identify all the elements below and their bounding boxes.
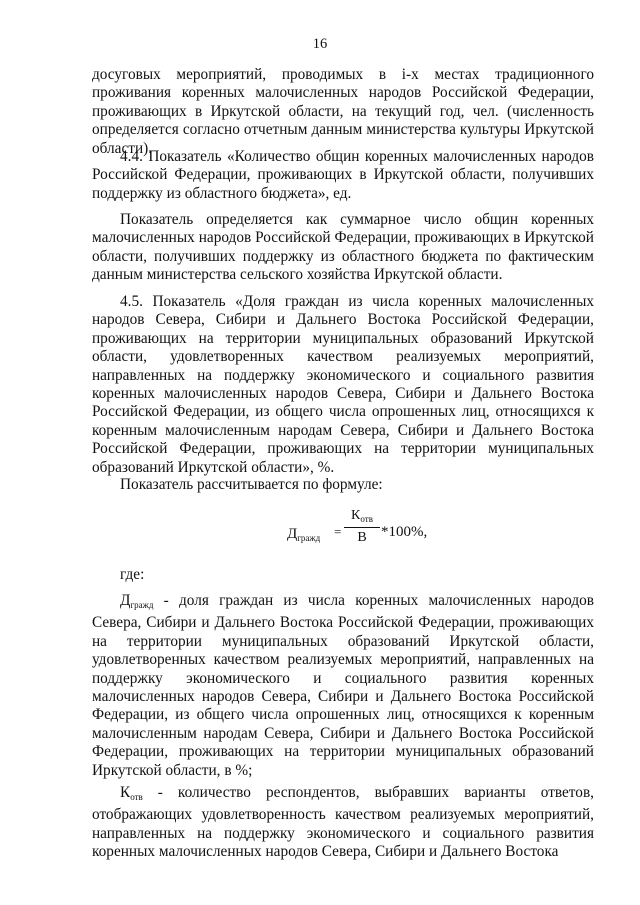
paragraph-indicator-4-4-definition: Показатель определяется как суммарное число общин коренных малочисленных народов Российской Федерации, проживающих в Иркутской области, получивших поддержку из областного бюджета по фактическим данным министерства сельского хозяйства Иркутской области. xyxy=(92,211,594,284)
formula-numerator: $К_{отв}$ xyxy=(351,508,373,524)
paragraph-indicator-4-5: 4.5. Показатель «Доля граждан из числа коренных малочисленных народов Севера, Сибири и Дальнего Востока Российской Федерации, проживающих на территории муниципальных образований Иркутской области, удовлетворенных качеством реализуемых мероприятий, направленных на поддержку экономического и социального развития коренных малочисленных народов Севера, Сибири и Дальнего Востока Российской Федерации, из общего числа опрошенных лиц, относящихся к коренным малочисленным народам Севера, Сибири и Дальнего Востока Российской Федерации, проживающих на территории муниципальных образований Иркутской области», %. xyxy=(92,293,594,476)
definition-d-grazhd: $Д_{гражд}$ - доля граждан из числа коренных малочисленных народов Севера, Сибири и Дальнего Востока Российской Федерации, проживающих на территории муниципальных образований Иркутской области, удовлетворенных качеством реализуемых мероприятий, направленных на поддержку экономического и социального развития коренных малочисленных народов Севера, Сибири и Дальнего Востока Российской Федерации, из общего числа опрошенных лиц, относящихся к коренным малочисленным народам Севера, Сибири и Дальнего Востока Российской Федерации, проживающих на территории муниципальных образований Иркутской области, в %; xyxy=(92,592,594,779)
formula-intro: Показатель рассчитывается по формуле: xyxy=(120,476,383,493)
fraction-bar xyxy=(344,527,380,528)
formula-denominator: В xyxy=(357,530,367,545)
paragraph-indicator-4-4: 4.4. Показатель «Количество общин коренных малочисленных народов Российской Федерации, проживающих в Иркутской области, получивших поддержку из областного бюджета», ед. xyxy=(92,148,594,202)
where-label: где: xyxy=(120,566,145,583)
page-number: 16 xyxy=(312,36,328,52)
formula-equals: = xyxy=(334,524,342,539)
formula-multiplier: *100%, xyxy=(381,524,428,540)
formula-fraction xyxy=(344,508,380,546)
paragraph-continuation: досуговых мероприятий, проводимых в i-х местах традиционного проживания коренных малочисленных народов Российской Федерации, проживающих в Иркутской области, на текущий год, чел. (численность определяется согласно отчетным данным министерства культуры Иркутской области). xyxy=(92,66,594,157)
formula xyxy=(287,508,427,556)
formula-lhs: $Д_{гражд}$ xyxy=(287,526,321,543)
definition-k-otv: $К_{отв}$ - количество респондентов, выбравших варианты ответов, отображающих удовлетворенность качеством реализуемых мероприятий, направленных на поддержку экономического и социального развития коренных малочисленных народов Севера, Сибири и Дальнего Востока xyxy=(92,784,594,861)
